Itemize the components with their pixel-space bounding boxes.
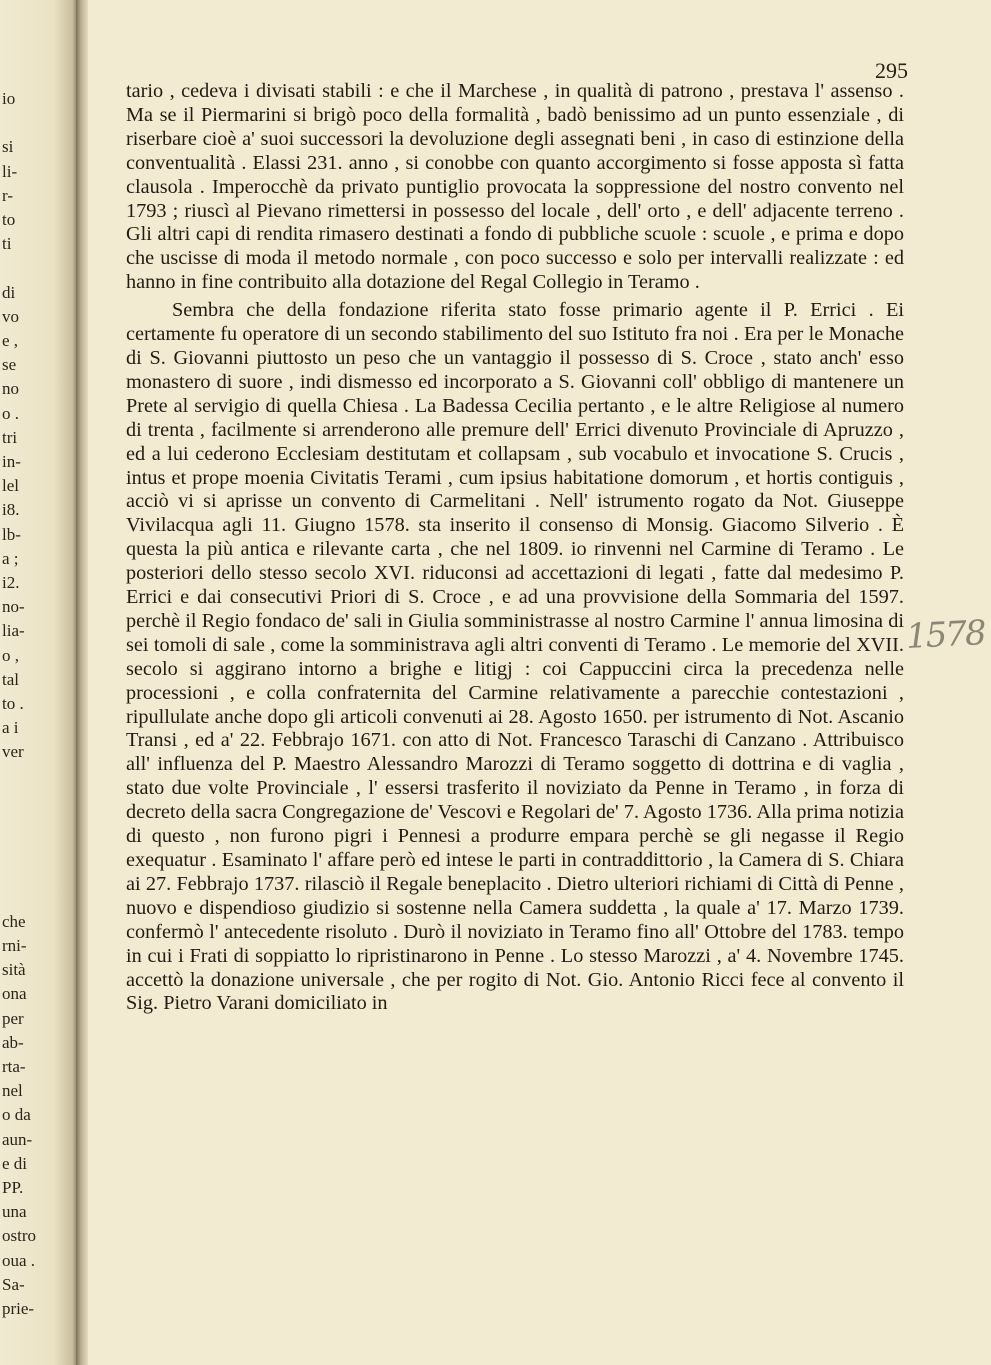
- handwritten-margin-note: 1578: [905, 612, 986, 658]
- book-page: [88, 0, 991, 1365]
- adjacent-page-fragment: lia-: [2, 621, 25, 641]
- adjacent-page-fragment: o .: [2, 403, 19, 423]
- paragraph-1: tario , cedeva i divisati stabili : e che il Marchese , in qualità di patrono , prestava l' assenso . Ma se il Piermarini si brigò poco della formalità , badò benissimo ad un punto essenziale , di riserbare cioè a' suoi successori la devoluzione degli assegnati beni , in caso di estinzione della conventualità . Elassi 231. anno , si conobbe con quanto accorgimento si fosse apposta sì fatta clausola . Imperocchè da privato puntiglio provocata la soppressione del nostro convento nel 1793 ; riuscì al Pievano rimettersi in possesso del locale , dell' orto , e dell' adjacente terreno . Gli altri capi di rendita rimasero destinati a fondo di pubbliche scuole : scuole , e prima e dopo che uscisse di moda il metodo normale , con poco successo e solo per intervalli realizzate : ed hanno in fine contribuito alla dotazione del Regal Collegio in Teramo .: [126, 80, 904, 294]
- book-gutter: [76, 0, 88, 1365]
- adjacent-page-fragment: to: [2, 210, 16, 229]
- adjacent-page-fragment: di: [2, 282, 16, 302]
- adjacent-page-fragment: ti: [2, 234, 12, 254]
- adjacent-page-fragment: per: [2, 1008, 24, 1028]
- adjacent-page-fragment: a i: [2, 718, 19, 738]
- adjacent-page-fragment: Sa-: [2, 1274, 25, 1294]
- adjacent-page-fragment: sità: [2, 960, 26, 980]
- adjacent-page-fragment: oua .: [2, 1250, 36, 1270]
- adjacent-page-fragment: i8.: [2, 500, 20, 520]
- adjacent-page-fragment: r-: [2, 185, 13, 205]
- adjacent-page-fragment: rta-: [2, 1057, 26, 1076]
- adjacent-page-fragment: i2.: [2, 573, 20, 592]
- adjacent-page-fragment: e ,: [2, 331, 19, 350]
- adjacent-page-fragment: no-: [2, 597, 25, 617]
- adjacent-page-fragment: a ;: [2, 548, 19, 568]
- adjacent-page-fragment: io: [2, 89, 16, 108]
- adjacent-page-fragment: to .: [2, 694, 24, 713]
- adjacent-page-fragment: o ,: [2, 645, 19, 665]
- adjacent-page-fragment: tri: [2, 427, 18, 447]
- adjacent-page-fragment: in-: [2, 452, 21, 471]
- adjacent-page-fragment: se: [2, 355, 17, 375]
- adjacent-page-fragment: tal: [2, 669, 19, 689]
- adjacent-page-fragment: PP.: [2, 1178, 24, 1197]
- adjacent-page-fragment: no: [2, 379, 19, 399]
- adjacent-page-fragment: nel: [2, 1081, 23, 1101]
- adjacent-page-fragment: ver: [2, 742, 24, 762]
- adjacent-page-fragment: una: [2, 1202, 27, 1222]
- adjacent-page-edge: [0, 0, 76, 1365]
- adjacent-page-fragment: prie-: [2, 1299, 35, 1318]
- adjacent-page-fragment: ona: [2, 984, 27, 1004]
- adjacent-page-fragment: ab-: [2, 1032, 24, 1052]
- adjacent-page-fragment: che: [2, 911, 26, 931]
- adjacent-page-fragment: lel: [2, 476, 19, 496]
- adjacent-page-fragment: lb-: [2, 524, 21, 544]
- adjacent-page-fragment: ostro: [2, 1226, 36, 1246]
- adjacent-page-fragment: aun-: [2, 1129, 33, 1149]
- page-body-text: [126, 80, 904, 1016]
- adjacent-page-fragment: o da: [2, 1105, 31, 1125]
- adjacent-page-fragment: si: [2, 137, 14, 157]
- adjacent-page-fragment: rni-: [2, 936, 27, 955]
- adjacent-page-fragment: e di: [2, 1153, 28, 1173]
- page-number: 295: [875, 58, 908, 83]
- paragraph-2: Sembra che della fondazione riferita stato fosse primario agente il P. Errici . Ei certamente fu operatore di un secondo stabilimento del suo Istituto fra noi . Era per le Monache di S. Giovanni piuttosto un peso che un vantaggio il possesso di S. Croce , stato anch' esso monastero di suore , indi dismesso ed incorporato a S. Giovanni coll' obbligo di mantenere un Prete al servigio di quella Chiesa . La Badessa Cecilia pertanto , e le altre Religiose al numero di trenta , facilmente si arrenderono alle premure dell' Errici divenuto Provinciale di Apruzzo , ed a lui cederono Ecclesiam destitutam et collapsam , sub vocabulo et invocatione S. Crucis , intus et prope moenia Civitatis Terami , cum ipsius habitatione domorum , et hortis contiguis , acciò vi si aprisse un convento di Carmelitani . Nell' istrumento rogato da Not. Giuseppe Vivilacqua agli 11. Giugno 1578. sta inserito il consenso di Monsig. Giacomo Silverio . È questa la più antica e rilevante carta , che nel 1809. io rinvenni nel Carmine di Teramo . Le posteriori dello stesso secolo XVI. riduconsi ad accettazioni di legati , fatte dal medesimo P. Errici e dai consecutivi Priori di S. Croce , e ad una provvisione della Sommaria del 1597. perchè il Regio fondaco de' sali in Giulia somministrasse al nostro Carmine l' annua limosina di sei tomoli di sale , come la somministrava agli altri conventi di Teramo . Le memorie del XVII. secolo si aggirano intorno a brighe e litigj : coi Cappuccini circa la precedenza nelle processioni , e colla confraternita del Carmine relativamente a parecchie contestazioni , ripullulate anche dopo gli articoli convenuti ai 28. Agosto 1650. per istrumento di Not. Ascanio Transi , ed a' 22. Febbrajo 1671. con atto di Not. Francesco Taraschi di Canzano . Attribuisco all' influenza del P. Maestro Alessandro Marozzi di Teramo soggetto di dottrina e di vaglia , stato due volte Provinciale , l' essersi trasferito il noviziato da Penne in Teramo , in forza di decreto della sacra Congregazione de' Vescovi e Regolari de' 7. Agosto 1736. Alla prima notizia di questo , non furono pigri i Pennesi a produrre empara perchè se gli negasse il Regio exequatur . Esaminato l' affare però ed intese le parti in contraddittorio , la Camera di S. Chiara ai 27. Febbrajo 1737. rilasciò il Regale beneplacito . Dietro ulteriori richiami di Città di Penne , nuovo e dispendioso giudizio si sostenne nella Camera suddetta , la quale a' 17. Marzo 1739. confermò l' antecedente risoluto . Durò il noviziato in Teramo fino all' Ottobre del 1783. tempo in cui i Frati di soppiatto lo ripristinarono in Penne . Lo stesso Marozzi , a' 4. Novembre 1745. accettò la donazione universale , che per rogito di Not. Gio. Antonio Ricci fece al convento il Sig. Pietro Varani domiciliato in: [126, 299, 904, 1015]
- adjacent-page-fragment: vo: [2, 306, 19, 326]
- adjacent-page-fragment: li-: [2, 161, 18, 181]
